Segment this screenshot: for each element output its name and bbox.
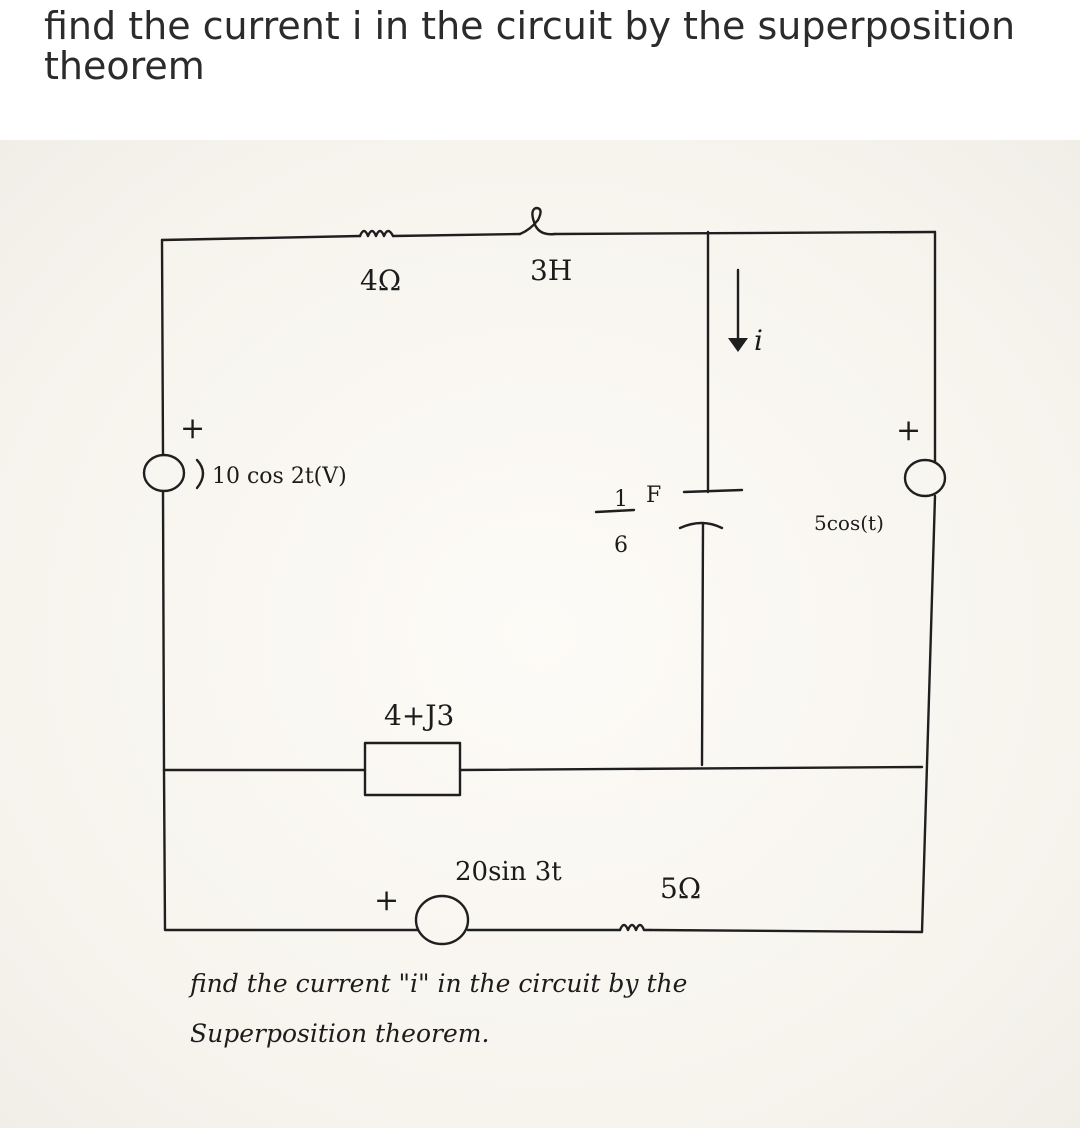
handwritten-note-line-2: Superposition theorem. (190, 1019, 490, 1048)
current-arrow-head (728, 338, 748, 352)
label-resistor-5-ohm: 5Ω (660, 872, 702, 905)
inductor-3h (520, 208, 555, 234)
capacitor-top-plate (684, 490, 742, 492)
capacitor-fraction-bar (596, 510, 634, 512)
circuit-figure (0, 140, 1080, 1128)
label-impedance: 4+J3 (384, 699, 455, 732)
plus-bottom-source: + (374, 883, 400, 918)
bottom-voltage-source (416, 896, 468, 944)
right-voltage-source (905, 460, 945, 496)
label-bottom-source: 20sin 3t (455, 857, 562, 887)
question-text: find the current i in the circuit by the superposition theorem (44, 4, 1016, 88)
resistor-4-ohm (360, 231, 393, 236)
left-voltage-source (144, 455, 184, 491)
divider-wire (164, 767, 922, 770)
label-right-source: 5cos(t) (814, 511, 884, 535)
label-left-source: 10 cos 2t(V) (212, 464, 347, 489)
label-capacitor-unit: F (646, 483, 662, 508)
label-capacitor-denominator: 6 (614, 533, 628, 558)
impedance-box (365, 743, 460, 795)
left-source-arc (197, 460, 203, 488)
bottom-right-wire-2 (650, 930, 922, 932)
label-inductor-3h: 3H (530, 254, 573, 287)
resistor-5-ohm (620, 925, 650, 930)
handwritten-note-line-1: find the current "i" in the circuit by the (190, 969, 688, 998)
label-capacitor-numerator: 1 (614, 487, 628, 512)
left-wire (162, 240, 164, 770)
right-wire (922, 232, 935, 932)
middle-wire (702, 232, 708, 765)
circuit-diagram (0, 140, 1080, 1128)
plus-left-source: + (180, 411, 206, 446)
label-current-i: i (754, 324, 763, 357)
plus-right-source: + (896, 413, 922, 448)
label-resistor-4-ohm: 4Ω (360, 264, 402, 297)
capacitor-bottom-plate (680, 523, 722, 528)
